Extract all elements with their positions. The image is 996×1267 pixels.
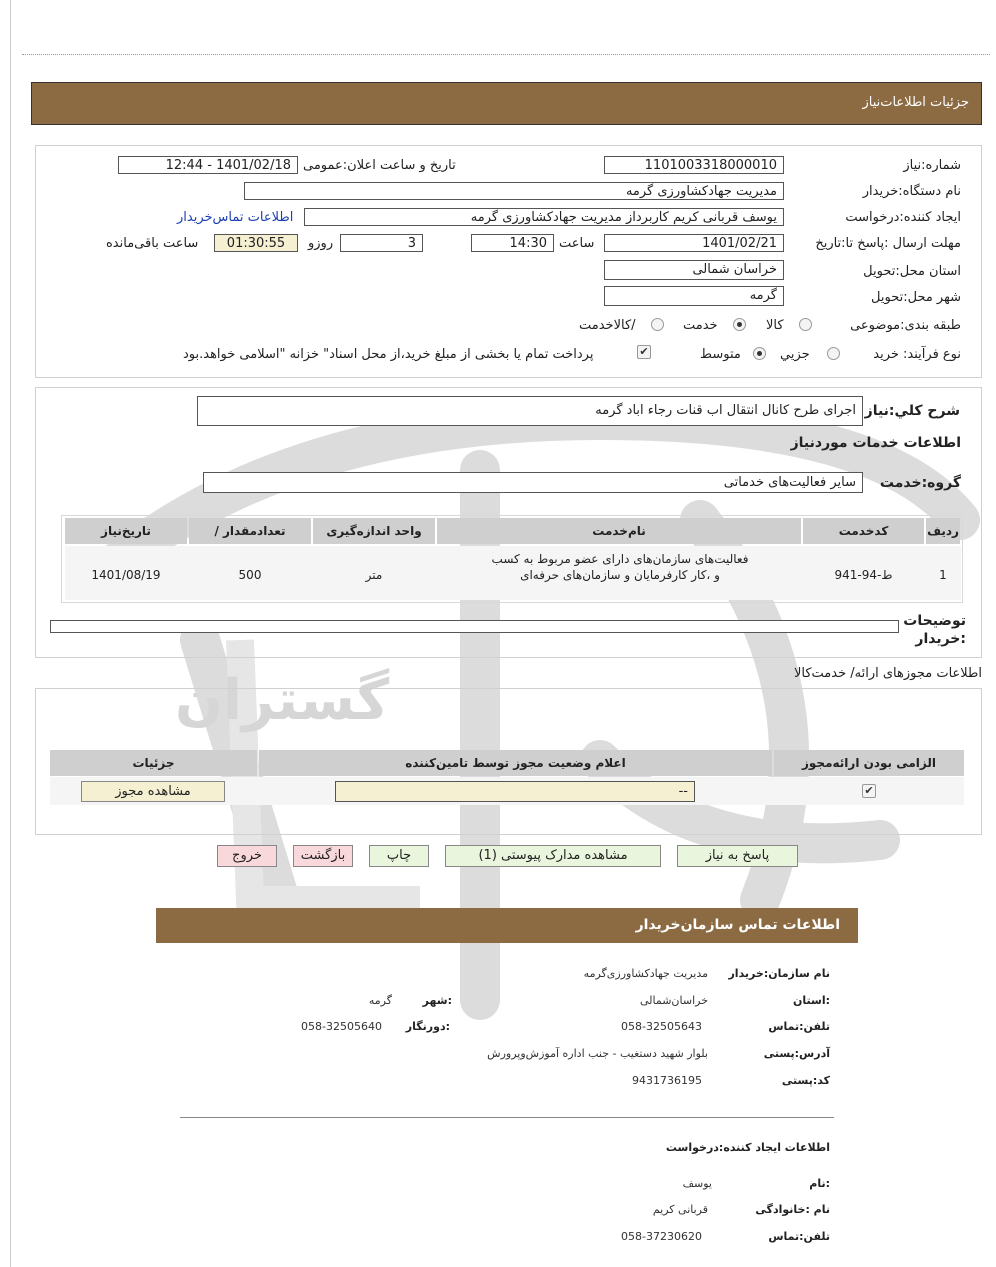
time-label: ساعت bbox=[559, 236, 595, 251]
group-field: سایر فعالیت‌های خدماتی bbox=[203, 472, 863, 493]
contact-title: اطلاعات تماس سازمان‌خریدار bbox=[635, 917, 840, 933]
exit-button[interactable]: خروج bbox=[217, 845, 277, 867]
th-row: ردیف bbox=[926, 518, 960, 544]
cell-row: 1 bbox=[939, 568, 947, 582]
purchase-medium-label: متوسط bbox=[700, 347, 741, 362]
buyer-notes-label: توضیحات :خریدار bbox=[903, 613, 966, 647]
th-permit-status: اعلام وضعیت مجوز توسط تامین‌کننده bbox=[259, 750, 772, 776]
back-button[interactable]: بازگشت bbox=[293, 845, 353, 867]
need-number-label: شماره:نیاز bbox=[903, 158, 961, 173]
contact-city-value: گرمه bbox=[368, 994, 392, 1007]
reply-button[interactable]: پاسخ به نیاز bbox=[677, 845, 798, 867]
city-field: گرمه bbox=[604, 286, 784, 306]
province-field: خراسان شمالی bbox=[604, 260, 784, 280]
group-label: گروه:خدمت bbox=[879, 475, 961, 491]
cell-unit: متر bbox=[365, 568, 383, 582]
services-title: اطلاعات خدمات موردنیاز bbox=[790, 435, 961, 451]
contact-province-label: :استان bbox=[793, 994, 830, 1007]
remaining-label: ساعت باقی‌مانده bbox=[106, 236, 199, 251]
contact-fax-label: :دورنگار bbox=[405, 1020, 450, 1033]
cell-quantity: 500 bbox=[238, 568, 262, 582]
contact-org-value: مدیریت جهادکشاورزی‌گرمه bbox=[583, 967, 708, 980]
deadline-time-field: 14:30 bbox=[471, 234, 554, 252]
purchase-radio-medium[interactable] bbox=[753, 347, 766, 360]
th-need-date: تاریخ‌نیاز bbox=[65, 518, 187, 544]
payment-note: پرداخت تمام یا بخشی از مبلغ خرید،از محل اسناد" خزانه "اسلامی خواهد.بود bbox=[183, 347, 594, 362]
category-radio-goods[interactable] bbox=[799, 318, 812, 331]
deadline-date-field: 1401/02/21 bbox=[604, 234, 784, 252]
creator-phone-value: 058-37230620 bbox=[621, 1230, 702, 1243]
purchase-minor-label: جزیي bbox=[780, 347, 810, 362]
contact-phone-value: 058-32505643 bbox=[621, 1020, 702, 1033]
province-label: استان محل:تحویل bbox=[863, 264, 961, 279]
creator-phone-label: تلفن:تماس bbox=[768, 1230, 830, 1243]
creator-family-label: نام :خانوادگی bbox=[755, 1203, 830, 1216]
contact-org-label: نام سازمان:خریدار bbox=[728, 967, 830, 980]
contact-link[interactable]: اطلاعات تماس‌خریدار bbox=[177, 210, 294, 225]
creator-name-value: یوسف bbox=[682, 1177, 712, 1190]
left-border bbox=[10, 0, 11, 1267]
th-service-name: نام‌خدمت bbox=[437, 518, 801, 544]
buyer-org-label: نام دستگاه:خریدار bbox=[862, 184, 961, 199]
th-quantity: / تعدادمقدار bbox=[189, 518, 311, 544]
days-label: روزو bbox=[308, 236, 334, 251]
category-radio-service[interactable] bbox=[733, 318, 746, 331]
permits-title: اطلاعات مجوزهای ارائه/ خدمت‌کالا bbox=[793, 666, 982, 681]
print-button[interactable]: چاپ bbox=[369, 845, 429, 867]
days-field: 3 bbox=[340, 234, 423, 252]
requester-field: یوسف قربانی کریم کاربرداز مدیریت جهادکشاورزی گرمه bbox=[304, 208, 784, 226]
info-panel bbox=[35, 145, 982, 378]
cell-need-date: 1401/08/19 bbox=[91, 568, 161, 582]
creator-name-label: :نام bbox=[809, 1177, 830, 1190]
contact-city-label: :شهر bbox=[422, 994, 452, 1007]
page-title: جزئیات اطلاعات‌نیاز bbox=[862, 95, 969, 110]
announce-field: 1401/02/18 - 12:44 bbox=[118, 156, 298, 174]
watermark-text: گستران bbox=[175, 668, 390, 733]
announce-label: تاریخ و ساعت اعلان:عمومی bbox=[303, 158, 456, 173]
contact-divider bbox=[180, 1117, 834, 1118]
contact-address-label: آدرس:پستی bbox=[763, 1047, 830, 1060]
contact-province-value: خراسان‌شمالی bbox=[639, 994, 708, 1007]
page-header bbox=[31, 82, 982, 125]
creator-family-value: قربانی کریم bbox=[652, 1203, 708, 1216]
category-radio-both[interactable] bbox=[651, 318, 664, 331]
cell-service-code: ط-94-941 bbox=[834, 568, 893, 582]
contact-header bbox=[156, 908, 858, 943]
th-permit-details: جزئیات bbox=[50, 750, 257, 776]
contact-fax-value: 058-32505640 bbox=[301, 1020, 382, 1033]
contact-phone-label: تلفن:تماس bbox=[768, 1020, 830, 1033]
purchase-type-label: نوع فرآیند: خرید bbox=[873, 347, 961, 362]
summary-label: شرح کلي:نیاز bbox=[864, 403, 960, 419]
permit-required-checkbox[interactable]: ✔ bbox=[862, 784, 876, 798]
buyer-notes-field bbox=[50, 620, 899, 633]
cell-service-name: فعالیت‌های سازمان‌های دارای عضو مربوط به کسب و ،کار کارفرمایان و سازمان‌های حرفه‌ای bbox=[491, 552, 749, 582]
deadline-label: مهلت ارسال :پاسخ تا:تاریخ bbox=[815, 236, 961, 251]
buyer-org-field: مدیریت جهادکشاورزی گرمه bbox=[244, 182, 784, 200]
contact-postal-value: 9431736195 bbox=[632, 1074, 702, 1087]
view-permit-button[interactable]: مشاهده مجوز bbox=[81, 781, 225, 802]
th-unit: واحد اندازه‌گیری bbox=[313, 518, 435, 544]
remaining-time-field: 01:30:55 bbox=[214, 234, 298, 252]
contact-address-value: بلوار شهید دستغیب - جنب اداره آموزش‌وپرورش bbox=[487, 1047, 708, 1060]
need-number-field: 1101003318000010 bbox=[604, 156, 784, 174]
permit-status-field: -- bbox=[335, 781, 695, 802]
summary-field: اجرای طرح کانال انتقال اب قنات رجاء اباد گرمه bbox=[197, 396, 863, 426]
category-goods-label: کالا bbox=[766, 318, 784, 333]
creator-title: اطلاعات ایجاد کننده:درخواست bbox=[665, 1141, 830, 1154]
payment-checkbox[interactable]: ✔ bbox=[637, 345, 651, 359]
top-divider bbox=[22, 54, 990, 55]
city-label: شهر محل:تحویل bbox=[871, 290, 961, 305]
attachments-button[interactable]: مشاهده مدارک پیوستی (1) bbox=[445, 845, 661, 867]
category-service-label: خدمت bbox=[683, 318, 718, 333]
category-label: طبقه بندی:موضوعی bbox=[850, 318, 961, 333]
requester-label: ایجاد کننده:درخواست bbox=[845, 210, 961, 225]
contact-postal-label: کد:پستی bbox=[781, 1074, 830, 1087]
th-permit-required: الزامی بودن ارائه‌مجوز bbox=[774, 750, 964, 776]
category-both-label: /کالاخدمت bbox=[579, 318, 636, 333]
purchase-radio-minor[interactable] bbox=[827, 347, 840, 360]
th-service-code: کدخدمت bbox=[803, 518, 924, 544]
